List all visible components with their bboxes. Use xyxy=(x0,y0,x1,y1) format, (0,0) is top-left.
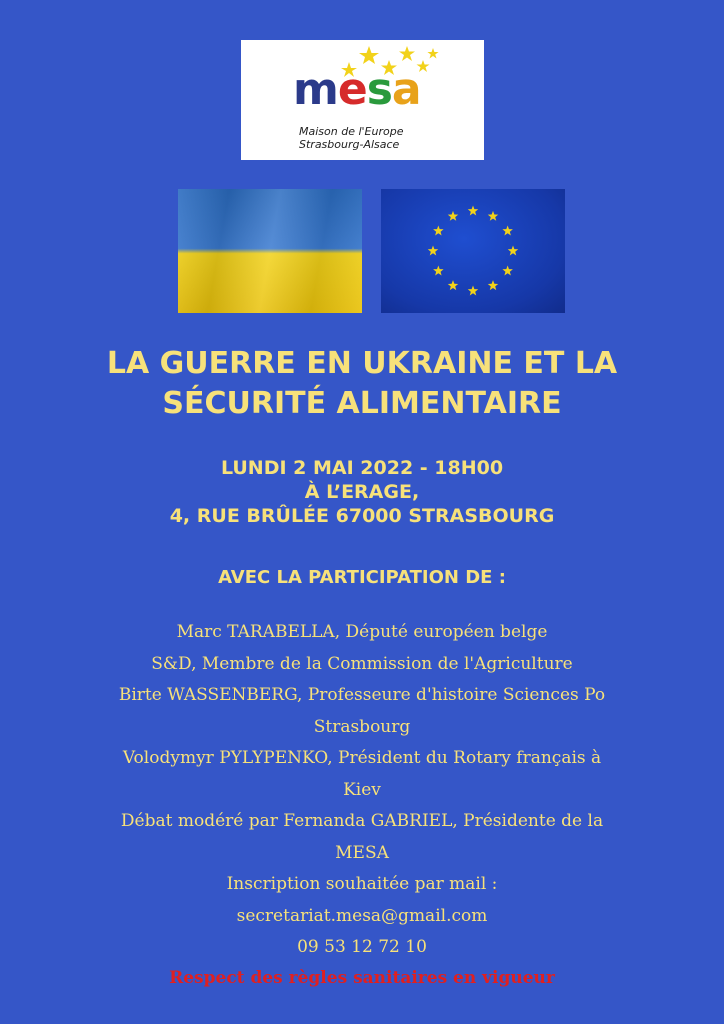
eu-star-icon xyxy=(433,226,443,236)
event-info xyxy=(0,456,724,528)
mesa-logo xyxy=(241,40,484,160)
logo-subtitle-line1: Maison de l'Europe xyxy=(299,125,404,138)
participant-line: Volodymyr PYLYPENKO, Président du Rotary français à xyxy=(122,748,602,768)
participant-line: Débat modéré par Fernanda GABRIEL, Présidente de la xyxy=(120,811,604,831)
eu-star-icon xyxy=(428,246,438,256)
eu-star-icon xyxy=(468,286,478,296)
registration-phone: 09 53 12 72 10 xyxy=(297,937,427,957)
eu-star-icon xyxy=(448,211,458,221)
sanitary-warning: Respect des règles sanitaires en vigueur xyxy=(169,968,555,988)
event-title xyxy=(0,344,724,424)
logo-letter-m: m xyxy=(293,64,338,115)
participation-heading: AVEC LA PARTICIPATION DE : xyxy=(218,567,506,588)
registration-label: Inscription souhaitée par mail : xyxy=(226,874,498,894)
logo-letter-e: e xyxy=(337,64,367,115)
event-address: 4, RUE BRÛLÉE 67000 STRASBOURG xyxy=(169,505,555,527)
logo-subtitle-line2: Strasbourg-Alsace xyxy=(299,138,400,151)
eu-star-icon xyxy=(433,266,443,276)
eu-star-icon xyxy=(502,226,512,236)
participant-line: Birte WASSENBERG, Professeure d'histoire Sciences Po xyxy=(118,685,606,705)
registration-email: secretariat.mesa@gmail.com xyxy=(236,905,488,926)
logo-wordmark xyxy=(293,64,421,115)
participant-line: Marc TARABELLA, Député européen belge xyxy=(176,622,548,642)
event-title-line2: SÉCURITÉ ALIMENTAIRE xyxy=(162,386,562,421)
participant-line: Kiev xyxy=(343,779,381,800)
logo-subtitle xyxy=(299,125,469,151)
eu-star-icon xyxy=(448,280,458,290)
participant-line: S&D, Membre de la Commission de l'Agriculture xyxy=(151,653,573,674)
eu-star-icon xyxy=(502,266,512,276)
eu-star-icon xyxy=(508,246,518,256)
logo-letter-s: s xyxy=(366,64,392,115)
logo-letter-a: a xyxy=(391,64,421,115)
participants-list xyxy=(50,617,674,964)
eu-star-icon xyxy=(488,211,498,221)
eu-star-icon xyxy=(468,206,478,216)
eu-star-icon xyxy=(488,280,498,290)
participant-line: MESA xyxy=(335,842,389,863)
participant-line: Strasbourg xyxy=(313,716,411,737)
event-venue: À L’ERAGE, xyxy=(304,481,420,503)
ukraine-flag-icon xyxy=(178,189,362,313)
event-date-time: LUNDI 2 MAI 2022 - 18H00 xyxy=(220,457,504,479)
event-title-line1: LA GUERRE EN UKRAINE ET LA xyxy=(106,346,618,381)
eu-flag-icon xyxy=(381,189,565,313)
